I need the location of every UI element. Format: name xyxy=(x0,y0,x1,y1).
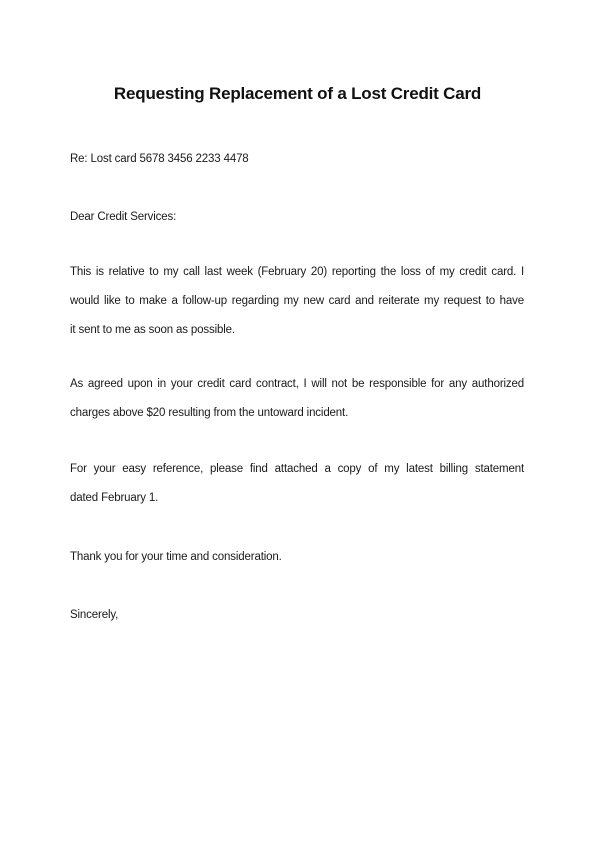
paragraph-line: dated February 1. xyxy=(70,492,159,504)
reference-line: Re: Lost card 5678 3456 2233 4478 xyxy=(70,153,249,165)
thank-you-line: Thank you for your time and consideration. xyxy=(70,551,282,563)
paragraph-line: it sent to me as soon as possible. xyxy=(70,324,235,336)
salutation: Dear Credit Services: xyxy=(70,211,177,223)
paragraph-liability xyxy=(70,370,524,428)
paragraph-line: As agreed upon in your credit card contract, I will not be responsible for any authorized xyxy=(70,378,524,390)
paragraph-line: For your easy reference, please find attached a copy of my latest billing statement xyxy=(70,463,524,475)
paragraph-line: This is relative to my call last week (February 20) reporting the loss of my credit card. I xyxy=(70,266,524,278)
paragraph-billing-statement xyxy=(70,455,524,513)
paragraph-call-report xyxy=(70,258,524,345)
paragraph-line: would like to make a follow-up regarding my new card and reiterate my request to have xyxy=(70,295,524,307)
closing-line: Sincerely, xyxy=(70,609,119,621)
document-title: Requesting Replacement of a Lost Credit Card xyxy=(113,84,482,103)
paragraph-line: charges above $20 resulting from the untoward incident. xyxy=(70,407,349,419)
